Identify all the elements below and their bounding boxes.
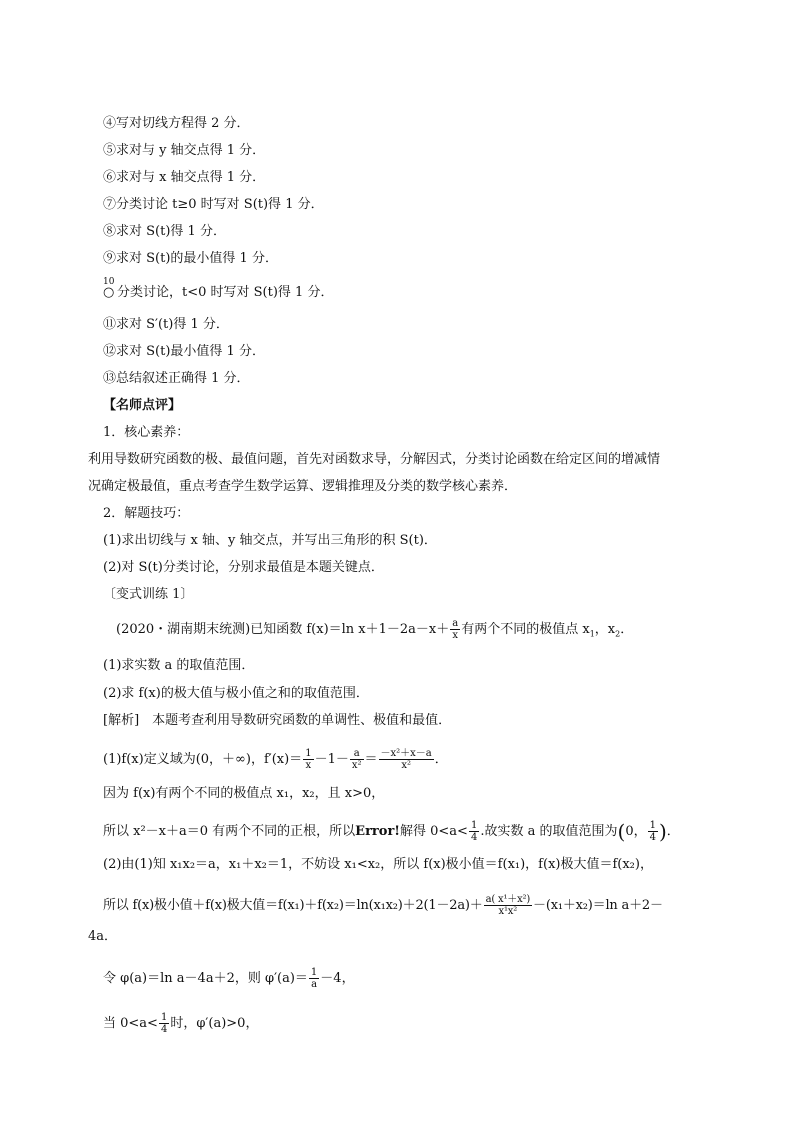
frac-num: 1 [160,1012,168,1023]
solution-line-1 [103,748,448,771]
frac-den: x [305,760,312,771]
sol6-pre: 令 φ(a)＝ln a－4a＋2，则 φ′(a)＝ [103,971,308,986]
interval-close-paren: ) [658,819,667,844]
scoring-item-9: ⑨求对 S(t)的最小值得 1 分． [103,251,278,266]
frac-den: x¹x² [498,906,518,917]
sol3-end: ． [666,824,680,839]
problem-statement [116,618,633,643]
sol5-pre: 所以 f(x)极小值＋f(x)极大值＝f(x₁)＋f(x₂)＝ln(x₁x₂)＋2(1－2a)＋ [103,898,483,913]
frac-den: 4 [160,1024,168,1035]
error-text: Error! [355,824,401,839]
solution-line-2: 因为 f(x)有两个不同的极值点 x₁，x₂，且 x>0， [103,786,385,801]
interval-open-paren: ( [617,819,626,844]
interval-frac [648,820,658,843]
sol1-pre: (1)f(x)定义域为(0，＋∞)，f′(x)＝ [103,752,303,767]
sol7-post: 时，φ′(a)>0， [170,1016,259,1031]
frac-num: 1 [470,820,478,831]
scoring-marker-10-top: 10 [103,277,115,287]
sub-1: 1 [589,629,595,639]
scoring-item-8: ⑧求对 S(t)得 1 分． [103,224,226,239]
sol1-frac-3 [379,748,434,771]
solution-line-5-cont: 4a． [88,929,118,944]
problem-post: 有两个不同的极值点 x [461,622,590,637]
frac-num: a [452,618,459,629]
frac-den: x² [401,760,411,771]
scoring-item-7: ⑦分类讨论 t≥0 时写对 S(t)得 1 分． [103,197,324,212]
scoring-item-12: ⑫求对 S(t)最小值得 1 分． [103,344,265,359]
solution-line-7 [103,1012,258,1035]
sub-2: 2 [615,629,621,639]
solution-line-3 [103,820,680,843]
frac-num: a [350,748,364,760]
scoring-item-11: ⑪求对 S′(t)得 1 分． [103,317,229,332]
scoring-item-5: ⑤求对与 y 轴交点得 1 分． [103,143,266,158]
interval-zero: 0， [625,824,647,839]
scoring-item-13: ⑬总结叙述正确得 1 分． [103,371,250,386]
sol5-post: －(x₁＋x₂)＝ln a＋2－ [533,898,663,913]
scoring-item-6: ⑥求对与 x 轴交点得 1 分． [103,170,266,185]
frac-den: 4 [470,832,478,843]
core-paragraph-line-1: 利用导数研究函数的极、最值问题，首先对函数求导，分解因式，分类讨论函数在给定区间的增减情 [88,452,661,467]
problem-end: ． [620,622,634,637]
problem-fraction [450,618,460,641]
tech-item-2: (2)对 S(t)分类讨论，分别求最值是本题关键点． [103,560,384,575]
analysis-line: [解析] 本题考查利用导数研究函数的单调性、极值和最值． [103,713,452,728]
frac-den: x [452,630,459,641]
scoring-marker-10-circle: ○ [103,285,115,300]
frac-num: 1 [305,748,312,759]
frac-num: a( x¹＋x²) [485,894,531,905]
solution-line-6 [103,967,355,990]
sol7-pre: 当 0<a< [103,1016,158,1031]
frac-den: a [311,979,318,990]
sol3-mid: 解得 0<a< [400,824,468,839]
sol1-end: ． [434,752,448,767]
sol3-frac [469,820,479,843]
sol3-mid2: .故实数 a 的取值范围为 [480,824,618,839]
question-2: (2)求 f(x)的极大值与极小值之和的取值范围． [103,686,369,701]
sol6-frac [309,967,319,990]
sol1-eq: ＝ [364,752,378,767]
sol1-frac-1 [303,748,313,771]
sol3-pre: 所以 x²－x＋a＝0 有两个不同的正根，所以 [103,824,356,839]
comment-heading: 【名师点评】 [103,398,182,413]
question-1: (1)求实数 a 的取值范围． [103,658,255,673]
core-title: 1．核心素养： [103,425,190,440]
variant-label: 〔变式训练 1〕 [103,587,194,602]
tech-item-1: (1)求出切线与 x 轴、y 轴交点，并写出三角形的积 S(t)． [103,533,437,548]
frac-num: 1 [649,820,656,831]
frac-num: －x²＋x－a [380,748,432,759]
core-paragraph-line-2: 况确定极最值，重点考查学生数学运算、逻辑推理及分类的数学核心素养． [88,479,518,494]
scoring-item-10: 分类讨论，t<0 时写对 S(t)得 1 分． [117,285,334,300]
frac-den: 4 [649,832,656,843]
sol1-frac-2 [350,748,364,771]
problem-mid: ，x [594,622,616,637]
tech-title: 2．解题技巧： [103,506,190,521]
sol5-frac [484,894,532,917]
sol1-mid: －1－ [314,752,349,767]
scoring-item-4: ④写对切线方程得 2 分． [103,116,250,131]
frac-num: 1 [310,967,318,978]
solution-line-4: (2)由(1)知 x₁x₂＝a，x₁＋x₂＝1，不妨设 x₁<x₂，所以 f(x)极小值＝f(x₁)，f(x)极大值＝f(x₂)， [103,857,653,872]
frac-den: x² [351,760,362,771]
problem-pre: (2020・湖南期末统测)已知函数 f(x)＝ln x＋1－2a－x＋ [116,622,450,637]
sol7-frac [159,1012,169,1035]
sol6-post: －4， [320,971,355,986]
solution-line-5 [103,894,663,917]
